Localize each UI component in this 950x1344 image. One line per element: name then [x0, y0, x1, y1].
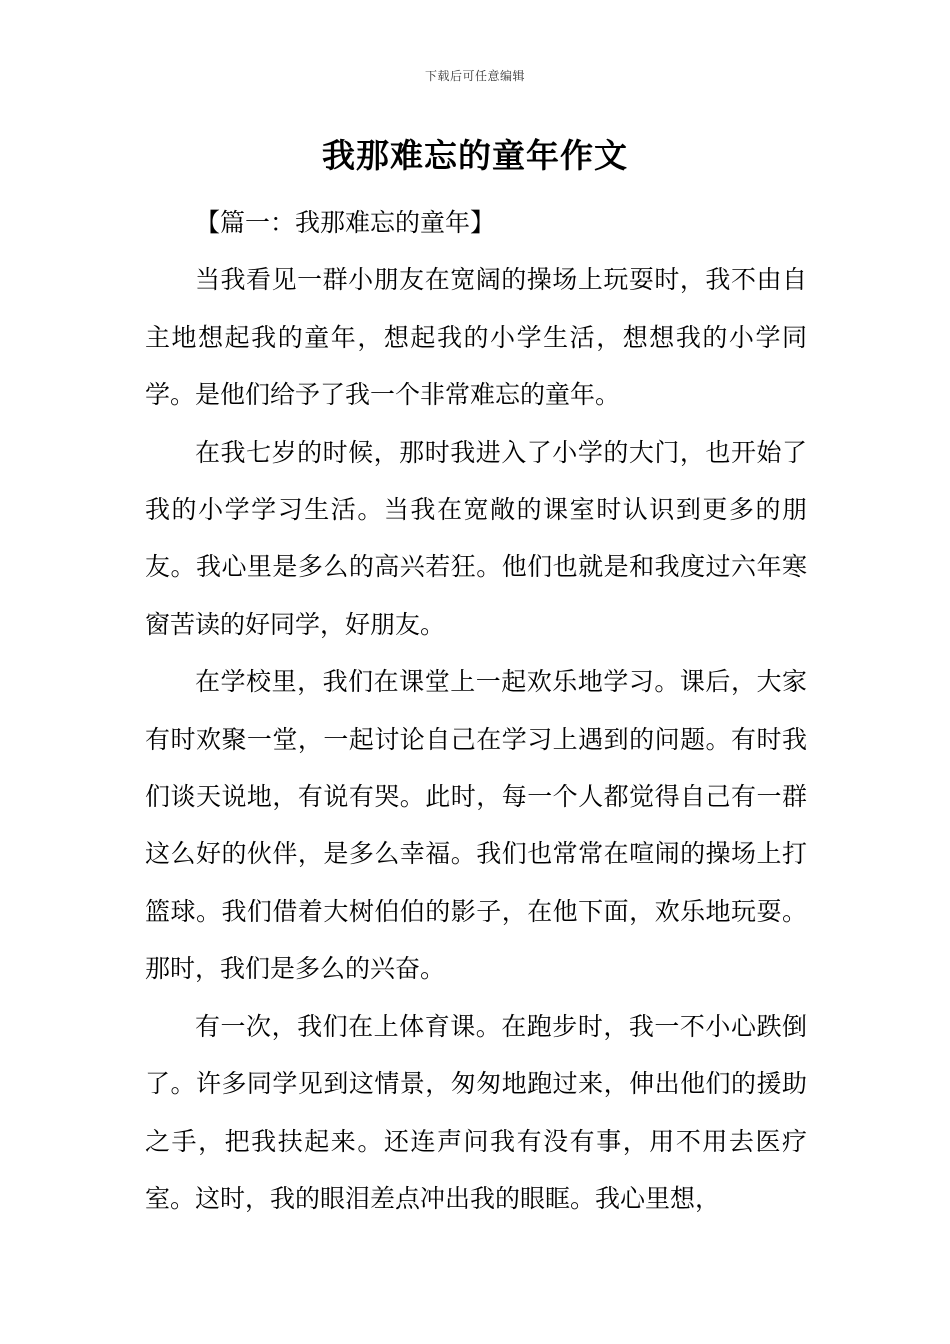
section-heading: 【篇一：我那难忘的童年】 [195, 208, 496, 237]
document-body [145, 194, 807, 1227]
paragraph-1: 当我看见一群小朋友在宽阔的操场上玩耍时，我不由自主地想起我的童年，想起我的小学生活，想想我的小学同学。是他们给予了我一个非常难忘的童年。 [145, 265, 807, 410]
header-note: 下载后可任意编辑 [424, 69, 525, 83]
document-title: 我那难忘的童年作文 [322, 136, 628, 175]
paragraph-3: 在学校里，我们在课堂上一起欢乐地学习。课后，大家有时欢聚一堂，一起讨论自己在学习上遇到的问题。有时我们谈天说地，有说有哭。此时，每一个人都觉得自己有一群这么好的伙伴，是多么幸福。我们也常常在喧闹的操场上打篮球。我们借着大树伯伯的影子，在他下面，欢乐地玩耍。那时，我们是多么的兴奋。 [145, 667, 807, 984]
paragraph-2: 在我七岁的时候，那时我进入了小学的大门，也开始了我的小学学习生活。当我在宽敞的课室时认识到更多的朋友。我心里是多么的高兴若狂。他们也就是和我度过六年寒窗苦读的好同学，好朋友。 [145, 437, 807, 639]
paragraph-4: 有一次，我们在上体育课。在跑步时，我一不小心跌倒了。许多同学见到这情景，匆匆地跑过来，伸出他们的援助之手，把我扶起来。还连声问我有没有事，用不用去医疗室。这时，我的眼泪差点冲出我的眼眶。我心里想， [145, 1011, 807, 1213]
